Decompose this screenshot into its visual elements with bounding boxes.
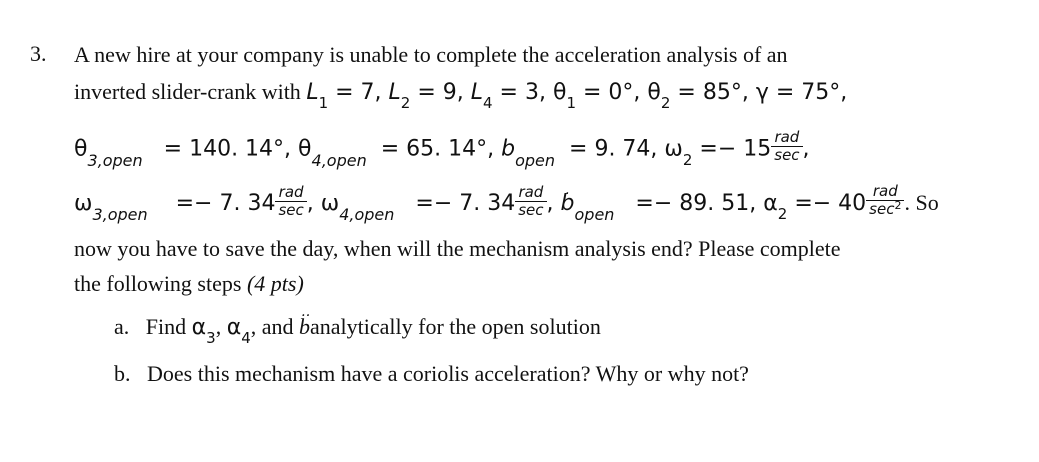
step-b-label: b. <box>114 361 131 386</box>
problem-line-2 <box>74 78 848 112</box>
problem-line-6: the following steps (4 pts) <box>74 271 304 296</box>
problem-line-5: now you have to save the day, when will the mechanism analysis end? Please complete <box>74 236 841 261</box>
unit-rad-per-sec: $\frac{\text{rad}}{\sec}$ <box>771 129 802 164</box>
problem-line-3: $\theta_{3,open}$ = 140. 14°, $\theta_{4,open} = 65$. 14°, $b_{open} = 9$. 74, $\omega_2 =- 15$ $\frac{\text{rad}}{\sec}$ , <box>74 128 810 170</box>
step-a: a. Find $\alpha_3$, $\alpha_4$, and ‥ banalytically for the open solution <box>114 313 601 343</box>
given-lengths: $L_1 = 7$, $L_2 = 9$, $L_4 = 3$, $\theta_1 = 0^\circ$, $\theta_2 = 85^\circ$, γ = 75°, <box>306 80 848 112</box>
intro-text: inverted slider-crank with <box>74 79 301 104</box>
unit-rad-per-sec-squared: $\frac{\text{rad}}{\sec^2}$ <box>866 183 904 219</box>
b-dot-symbol: ․ b <box>561 190 575 218</box>
problem-line-4: $\omega_{3,open}$ =− 7. 34 $\frac{\text{rad}}{\sec}$ , $\omega_{4,open}$ =− 7. 34 $\frac{\text{rad}}{\sec}$ , ․ $b_{open}$ =− 89. 51, $\alpha_2 =- 40$ $\frac{\text{rad}}{\sec^2}$ . So <box>74 186 939 222</box>
problem-number: 3. <box>30 41 47 66</box>
step-a-label: a. <box>114 314 130 339</box>
unit-rad-per-sec: $\frac{\text{rad}}{\sec}$ <box>275 184 306 219</box>
points-label: (4 pts) <box>246 271 304 296</box>
alpha-4-symbol: $\alpha_4$ <box>226 315 251 347</box>
unit-rad-per-sec: $\frac{\text{rad}}{\sec}$ <box>515 184 546 219</box>
b-double-dot-symbol: ‥ b <box>299 313 310 341</box>
problem-line-1: A new hire at your company is unable to complete the acceleration analysis of an <box>74 42 788 67</box>
alpha-3-symbol: $\alpha_3$ <box>191 315 216 347</box>
step-b: b. Does this mechanism have a coriolis acceleration? Why or why not? <box>114 361 749 386</box>
